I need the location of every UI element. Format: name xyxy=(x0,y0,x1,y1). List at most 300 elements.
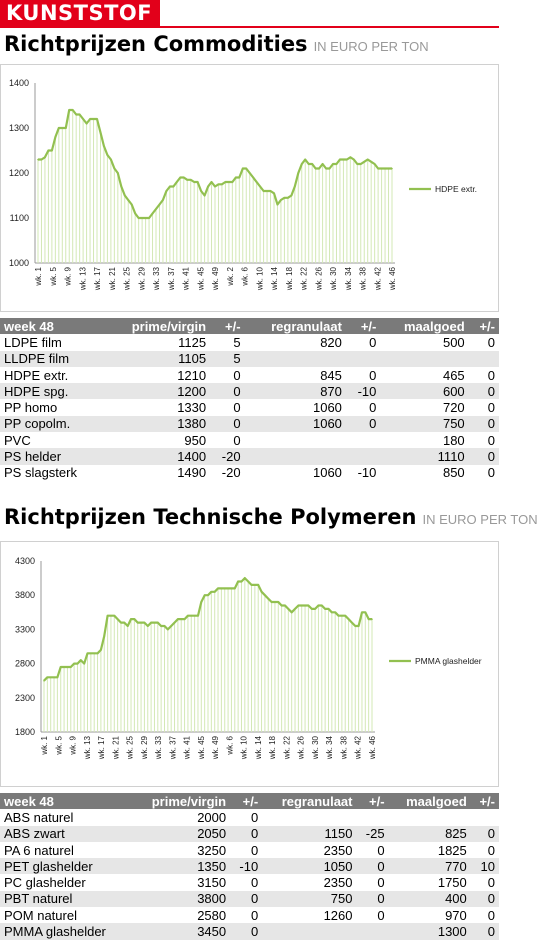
table-cell: -25 xyxy=(357,826,389,842)
data-point xyxy=(311,163,313,165)
data-point xyxy=(363,161,365,163)
commodities-chart-svg xyxy=(1,65,498,311)
data-point xyxy=(127,625,129,627)
data-point xyxy=(384,168,386,170)
table-row xyxy=(0,842,499,858)
table-cell: 2050 xyxy=(132,826,231,842)
data-point xyxy=(238,177,240,179)
table-cell: 750 xyxy=(262,891,356,907)
data-point xyxy=(162,199,164,201)
data-point xyxy=(67,666,69,668)
column-header: +/- xyxy=(210,318,244,334)
data-point xyxy=(124,622,126,624)
data-point xyxy=(294,186,296,188)
data-point xyxy=(127,199,129,201)
y-tick-label: 1800 xyxy=(14,727,35,737)
data-point xyxy=(131,204,133,206)
table-cell: 3250 xyxy=(197,842,227,858)
x-tick-label: wk. 42 xyxy=(353,736,363,760)
table-cell: 2580 xyxy=(197,907,227,923)
row-label: PBT naturel xyxy=(0,891,132,907)
table-cell: 0 xyxy=(369,367,377,383)
data-point xyxy=(270,190,272,192)
table-cell: 0 xyxy=(487,875,495,891)
table-cell: 0 xyxy=(210,383,244,399)
table-cell: 0 xyxy=(346,416,380,432)
x-tick-label: wk. 9 xyxy=(63,267,73,286)
x-tick-label: wk. 13 xyxy=(78,267,88,291)
data-point xyxy=(325,168,327,170)
x-tick-label: wk. 30 xyxy=(329,267,338,291)
technical-polymers-chart xyxy=(0,541,499,787)
table-cell xyxy=(262,923,356,939)
data-point xyxy=(381,168,383,170)
table-cell: 1490 xyxy=(177,465,207,481)
x-tick-label: wk. 34 xyxy=(343,267,353,291)
table-cell: 0 xyxy=(377,875,385,891)
table-cell: 870 xyxy=(245,383,346,399)
x-tick-label: wk. 46 xyxy=(388,267,397,291)
table-cell: -10 xyxy=(346,383,380,399)
table-cell: 1400 xyxy=(104,448,210,464)
data-point xyxy=(93,653,95,655)
table-row xyxy=(0,923,499,939)
section1-heading xyxy=(4,32,429,56)
data-point xyxy=(247,581,249,583)
x-tick-label: wk. 2 xyxy=(225,267,235,286)
data-point xyxy=(338,615,340,617)
data-point xyxy=(344,615,346,617)
table-cell: 2350 xyxy=(323,842,353,858)
row-label: POM naturel xyxy=(4,907,77,923)
section1-title: Richtprijzen Commodities xyxy=(4,32,308,56)
x-tick-label: wk. 33 xyxy=(154,736,164,760)
table-cell: 1060 xyxy=(312,465,342,481)
table-cell: 0 xyxy=(250,875,259,891)
table-row xyxy=(0,367,499,383)
data-point xyxy=(350,156,352,158)
table-cell: 750 xyxy=(380,416,468,432)
legend-label: HDPE extr. xyxy=(435,184,478,194)
data-point xyxy=(214,186,216,188)
data-point xyxy=(169,186,171,188)
data-point xyxy=(225,181,227,183)
column-header: maalgoed xyxy=(380,318,468,334)
table-cell: 1750 xyxy=(437,875,467,891)
table-cell: 850 xyxy=(442,465,465,481)
table-cell: 0 xyxy=(487,400,495,416)
section1-unit: IN EURO PER TON xyxy=(313,39,429,54)
table-row xyxy=(0,891,499,907)
data-point xyxy=(267,598,269,600)
table-cell xyxy=(346,351,380,367)
data-point xyxy=(256,181,258,183)
data-point xyxy=(120,186,122,188)
x-tick-label: wk. 5 xyxy=(48,267,58,286)
table-cell: 0 xyxy=(471,923,499,939)
data-point xyxy=(204,594,206,596)
table-cell: 1125 xyxy=(178,334,207,350)
table-cell: 0 xyxy=(469,383,499,399)
data-point xyxy=(100,132,102,134)
data-point xyxy=(354,625,356,627)
table-cell: 180 xyxy=(442,432,465,448)
data-point xyxy=(93,118,95,120)
data-point xyxy=(51,150,53,152)
table-row xyxy=(0,809,499,825)
table-cell: 0 xyxy=(469,448,499,464)
x-tick-label: wk. 10 xyxy=(239,736,249,760)
data-point xyxy=(232,181,234,183)
data-point xyxy=(266,190,268,192)
data-point xyxy=(201,601,203,603)
data-point xyxy=(103,145,105,147)
x-tick-label: wk. 6 xyxy=(225,736,235,755)
y-tick-label: 1300 xyxy=(8,123,29,133)
x-tick-label: wk. 49 xyxy=(211,736,221,760)
table-cell: 0 xyxy=(233,367,241,383)
x-tick-label: wk. 9 xyxy=(68,736,78,755)
x-tick-label: wk. 45 xyxy=(196,736,206,760)
data-point xyxy=(318,605,320,607)
row-label: HDPE extr. xyxy=(4,367,69,383)
table-row xyxy=(0,858,499,874)
column-header: week 48 xyxy=(0,793,132,809)
data-point xyxy=(72,109,74,111)
table-cell xyxy=(469,351,499,367)
x-tick-label: wk. 21 xyxy=(111,736,121,760)
table-cell: 1060 xyxy=(245,416,346,432)
data-point xyxy=(140,622,142,624)
table-cell: 820 xyxy=(320,334,342,350)
table-cell xyxy=(471,809,499,825)
table-row xyxy=(0,416,499,432)
table-cell: 5 xyxy=(210,351,244,367)
data-point xyxy=(68,109,70,111)
x-tick-label: wk. 6 xyxy=(240,267,250,286)
data-point xyxy=(271,601,273,603)
table-cell xyxy=(357,809,389,825)
y-tick-label: 3300 xyxy=(14,624,35,635)
section2-title: Richtprijzen Technische Polymeren xyxy=(4,505,417,529)
x-tick-label: wk. 41 xyxy=(182,736,192,760)
data-point xyxy=(388,168,390,170)
table-cell: 465 xyxy=(442,367,465,383)
table-cell: 0 xyxy=(487,907,495,923)
column-header: regranulaat xyxy=(262,793,356,809)
data-point xyxy=(61,127,63,129)
data-point xyxy=(73,663,75,665)
x-tick-label: wk. 22 xyxy=(282,736,292,760)
data-point xyxy=(242,168,244,170)
data-point xyxy=(113,615,115,617)
table-cell: -10 xyxy=(357,465,377,481)
data-point xyxy=(336,163,338,165)
table-cell: 0 xyxy=(230,891,262,907)
data-point xyxy=(211,591,213,593)
table-cell: 0 xyxy=(230,826,262,842)
data-point xyxy=(145,217,147,219)
data-point xyxy=(47,676,49,678)
data-point xyxy=(294,608,296,610)
table-cell: 0 xyxy=(487,367,495,383)
data-point xyxy=(176,181,178,183)
table-cell: 0 xyxy=(250,842,259,858)
section2-heading xyxy=(4,505,538,529)
x-tick-label: wk. 46 xyxy=(368,736,377,760)
data-point xyxy=(264,594,266,596)
data-point xyxy=(103,635,105,637)
data-point xyxy=(287,197,289,199)
row-label: ABS zwart xyxy=(0,826,132,842)
x-tick-label: wk. 14 xyxy=(253,736,263,760)
data-point xyxy=(221,183,223,185)
data-point xyxy=(79,114,81,116)
data-point xyxy=(308,163,310,165)
data-point xyxy=(57,676,59,678)
data-point xyxy=(391,168,393,170)
table-cell: 1330 xyxy=(177,400,207,416)
data-point xyxy=(263,190,265,192)
data-point xyxy=(170,625,172,627)
data-point xyxy=(221,588,223,590)
data-point xyxy=(314,608,316,610)
table-cell: 1300 xyxy=(389,923,471,939)
data-point xyxy=(110,615,112,617)
data-point xyxy=(346,159,348,161)
table-cell: 1380 xyxy=(104,416,210,432)
data-point xyxy=(160,625,162,627)
y-tick-label: 4300 xyxy=(14,556,35,566)
table-cell: 0 xyxy=(230,923,262,939)
data-point xyxy=(43,680,45,682)
table-cell: -20 xyxy=(210,448,244,464)
data-point xyxy=(87,653,89,655)
data-point xyxy=(308,605,310,607)
data-point xyxy=(197,181,199,183)
data-point xyxy=(97,653,99,655)
data-point xyxy=(77,663,79,665)
row-label: PET glashelder xyxy=(0,858,132,874)
data-point xyxy=(82,118,84,120)
data-point xyxy=(63,666,65,668)
table-cell: 3450 xyxy=(132,923,231,939)
data-point xyxy=(273,192,275,194)
x-tick-label: wk. 1 xyxy=(40,736,49,755)
table-row xyxy=(0,465,499,481)
data-point xyxy=(284,605,286,607)
data-point xyxy=(217,588,219,590)
y-tick-label: 1200 xyxy=(8,168,29,178)
x-tick-label: wk. 26 xyxy=(296,736,306,760)
data-point xyxy=(231,588,233,590)
table-cell: 0 xyxy=(469,416,499,432)
data-point xyxy=(288,608,290,610)
data-point xyxy=(194,615,196,617)
row-label: ABS naturel xyxy=(4,809,74,825)
x-tick-label: wk. 18 xyxy=(284,267,294,291)
table-header-row xyxy=(0,318,499,334)
data-point xyxy=(96,118,98,120)
data-point xyxy=(167,629,169,631)
data-point xyxy=(367,159,369,161)
x-tick-label: wk. 21 xyxy=(107,267,117,291)
data-point xyxy=(284,197,286,199)
data-point xyxy=(227,588,229,590)
data-point xyxy=(65,127,67,129)
data-point xyxy=(44,156,46,158)
data-point xyxy=(184,618,186,620)
data-point xyxy=(197,615,199,617)
data-point xyxy=(277,204,279,206)
data-point xyxy=(37,159,39,161)
data-point xyxy=(368,618,370,620)
data-point xyxy=(174,622,176,624)
data-point xyxy=(322,163,324,165)
table-cell: 0 xyxy=(233,400,241,416)
column-header: +/- xyxy=(230,793,262,809)
data-point xyxy=(241,581,243,583)
data-point xyxy=(252,177,254,179)
table-row xyxy=(0,907,499,923)
data-point xyxy=(120,622,122,624)
data-point xyxy=(361,612,363,614)
table-cell: 0 xyxy=(369,334,377,350)
table-cell: 0 xyxy=(487,432,495,448)
table-header-row xyxy=(0,793,499,809)
data-point xyxy=(70,666,72,668)
data-point xyxy=(187,615,189,617)
y-tick-label: 2300 xyxy=(14,692,35,703)
x-tick-label: wk. 17 xyxy=(97,736,107,760)
data-point xyxy=(55,136,57,138)
x-tick-label: wk. 42 xyxy=(373,267,383,291)
x-tick-label: wk. 18 xyxy=(268,736,278,760)
data-point xyxy=(224,588,226,590)
data-point xyxy=(134,213,136,215)
data-point xyxy=(137,622,139,624)
x-tick-label: wk. 30 xyxy=(310,736,320,760)
data-point xyxy=(370,161,372,163)
table-cell: 1260 xyxy=(323,907,353,923)
table-row xyxy=(0,334,499,350)
data-point xyxy=(245,168,247,170)
technical-polymers-table xyxy=(0,793,499,940)
x-tick-label: wk. 41 xyxy=(181,267,191,291)
data-point xyxy=(214,591,216,593)
column-header: week 48 xyxy=(0,318,104,334)
table-cell xyxy=(380,351,468,367)
column-header: prime/virgin xyxy=(104,318,210,334)
data-point xyxy=(159,204,161,206)
table-cell: 500 xyxy=(442,334,465,350)
data-point xyxy=(107,615,109,617)
x-tick-label: wk. 37 xyxy=(166,267,176,291)
table-cell xyxy=(346,432,380,448)
row-label: LLDPE film xyxy=(0,351,104,367)
table-cell: 1200 xyxy=(104,383,210,399)
table-cell: 0 xyxy=(357,891,389,907)
data-point xyxy=(329,168,331,170)
x-tick-label: wk. 25 xyxy=(122,267,132,291)
data-point xyxy=(251,584,253,586)
table-cell: 0 xyxy=(377,842,385,858)
data-point xyxy=(332,163,334,165)
row-label: PA 6 naturel xyxy=(4,842,74,858)
row-label: PP homo xyxy=(4,400,58,416)
data-point xyxy=(157,622,159,624)
table-cell: 2000 xyxy=(197,809,227,825)
data-point xyxy=(147,625,149,627)
data-point xyxy=(200,190,202,192)
table-cell: 0 xyxy=(369,400,377,416)
data-point xyxy=(141,217,143,219)
x-tick-label: wk. 29 xyxy=(137,267,147,291)
table-cell xyxy=(245,432,346,448)
data-point xyxy=(186,179,188,181)
data-point xyxy=(234,588,236,590)
x-tick-label: wk. 1 xyxy=(34,267,43,286)
data-point xyxy=(177,618,179,620)
banner-label: KUNSTSTOF xyxy=(6,1,153,25)
table-cell xyxy=(357,923,389,939)
column-header: maalgoed xyxy=(389,793,471,809)
data-point xyxy=(41,159,43,161)
table-cell: 400 xyxy=(389,891,471,907)
data-point xyxy=(75,114,77,116)
table-cell: 0 xyxy=(210,416,244,432)
row-label: PS helder xyxy=(0,448,104,464)
column-header: regranulaat xyxy=(245,318,346,334)
data-point xyxy=(291,195,293,197)
x-tick-label: wk. 29 xyxy=(139,736,149,760)
data-point xyxy=(90,653,92,655)
table-cell: 845 xyxy=(320,367,342,383)
table-row xyxy=(0,432,499,448)
data-point xyxy=(360,163,362,165)
table-row xyxy=(0,448,499,464)
y-tick-label: 1000 xyxy=(8,258,29,268)
table-row xyxy=(0,874,499,890)
data-point xyxy=(89,118,91,120)
data-point xyxy=(321,605,323,607)
row-label: PVC xyxy=(4,432,31,448)
table-cell: 720 xyxy=(442,400,465,416)
data-point xyxy=(173,186,175,188)
table-cell: 3150 xyxy=(197,875,227,891)
data-point xyxy=(179,177,181,179)
x-tick-label: wk. 26 xyxy=(314,267,324,291)
data-point xyxy=(148,217,150,219)
data-point xyxy=(331,612,333,614)
column-header: +/- xyxy=(469,318,499,334)
data-point xyxy=(235,177,237,179)
data-point xyxy=(117,172,119,174)
table-cell: 1350 xyxy=(132,858,231,874)
x-tick-label: wk. 10 xyxy=(255,267,265,291)
data-point xyxy=(343,159,345,161)
table-cell: 0 xyxy=(487,842,495,858)
data-point xyxy=(304,605,306,607)
data-point xyxy=(180,618,182,620)
data-point xyxy=(311,608,313,610)
data-point xyxy=(291,612,293,614)
data-point xyxy=(218,183,220,185)
commodities-chart xyxy=(0,64,499,312)
row-label: PP copolm. xyxy=(0,416,104,432)
row-label: PMMA glashelder xyxy=(0,923,132,939)
section2-unit: IN EURO PER TON xyxy=(422,512,538,527)
